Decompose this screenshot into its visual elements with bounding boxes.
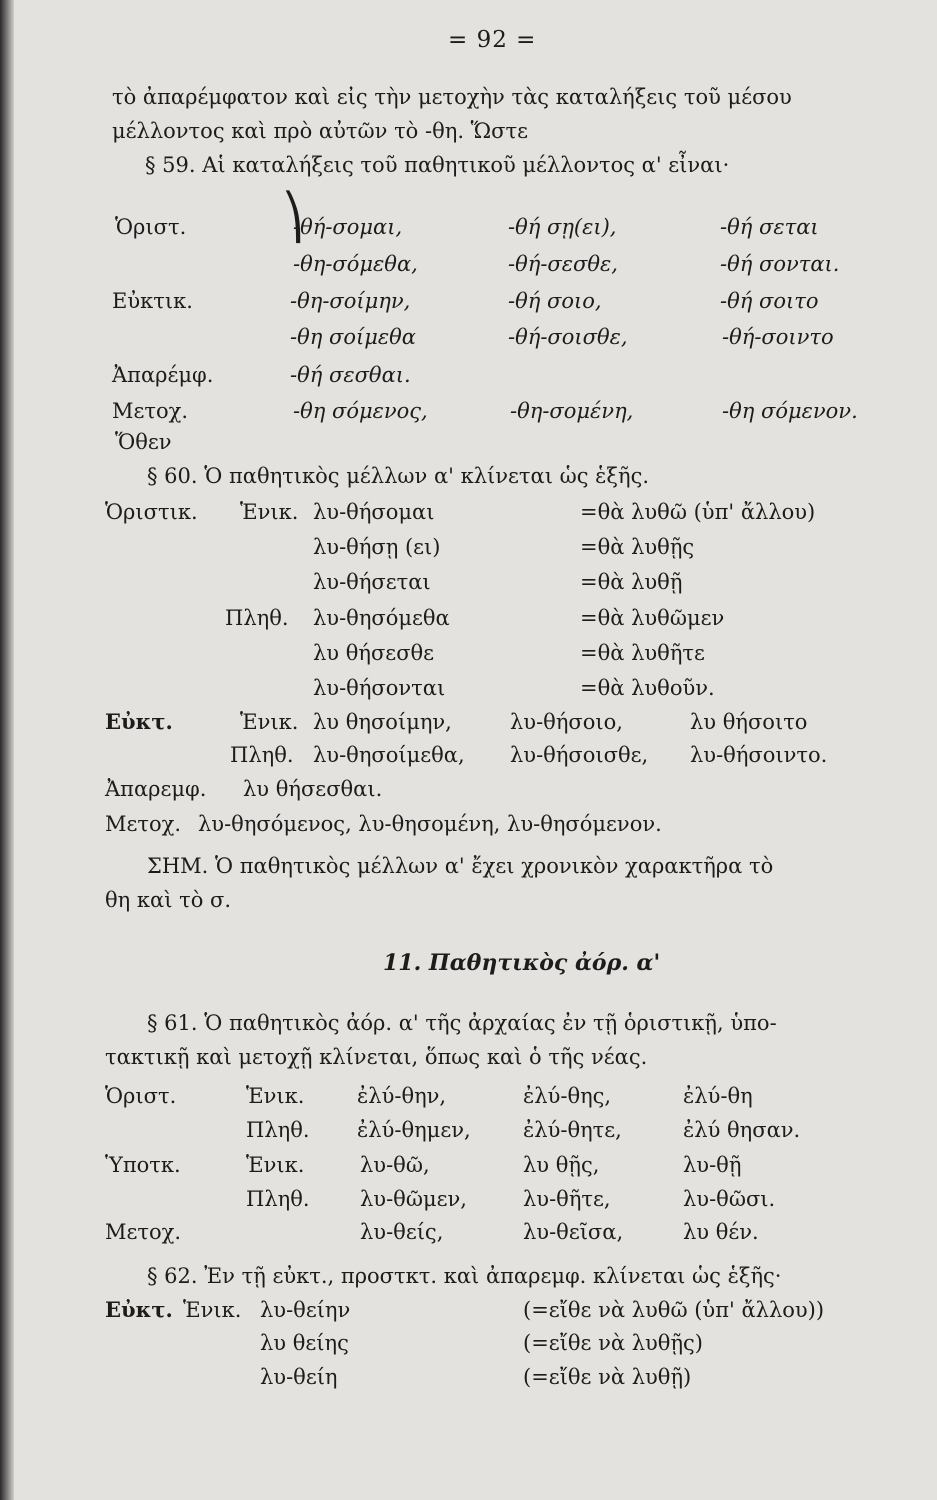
s61-form: ἐλύ-θημεν,	[357, 1118, 471, 1142]
s60-aparemf-form: λυ θήσεσθαι.	[243, 777, 383, 801]
s59-cell: -θη-σόμεθα,	[293, 252, 418, 276]
s59-cell: -θή-σοιντο	[722, 325, 834, 349]
s59-cell: -θη-σομένη,	[510, 399, 634, 423]
s61-line-1: § 61. Ὁ παθητικὸς ἀόρ. α' τῆς ἀρχαίας ἐν τῇ ὁριστικῇ, ὑπο-	[147, 1011, 777, 1035]
s59-cell: -θη σοίμεθα	[290, 325, 416, 349]
s60-metoch-label: Μετοχ.	[105, 812, 182, 836]
s60-label-oristik: Ὁριστικ.	[105, 500, 198, 524]
section-11-title: 11. Παθητικὸς ἀόρ. α'	[383, 950, 661, 976]
s60-eukt-plith-label: Πληθ.	[230, 743, 294, 767]
intro-line-1: τὸ ἀπαρέμφατον καὶ εἰς τὴν μετοχὴν τὰς καταλήξεις τοῦ μέσου	[112, 85, 792, 109]
s60-metoch-forms: λυ-θησόμενος, λυ-θησομένη, λυ-θησόμενον.	[198, 812, 662, 836]
s59-label-row-1: Ὁριστ.	[115, 215, 187, 239]
s59-cell: -θή σῃ(ει),	[508, 215, 617, 239]
s60-eukt-form: λυ-θησοίμεθα,	[313, 743, 465, 767]
s62-equivalent: (=εἴθε νὰ λυθῇς)	[523, 1331, 703, 1355]
s60-aparemf-label: Ἀπαρεμφ.	[105, 777, 207, 801]
s59-cell: -θή σοιτο	[720, 289, 819, 313]
s59-cell: -θη σόμενος,	[293, 399, 428, 423]
s61-line-2: τακτικῇ καὶ μετοχῇ κλίνεται, ὅπως καὶ ὁ τῆς νέας.	[105, 1045, 648, 1069]
s59-cell: -θή-σοισθε,	[508, 325, 628, 349]
s62-eukt-label: Εὐκτ.	[105, 1297, 173, 1322]
s60-label-enik: Ἑνικ.	[240, 500, 299, 524]
s61-row-label: Ὁριστ.	[105, 1084, 177, 1108]
s59-cell: -θή-σομαι,	[293, 215, 403, 239]
s60-form: λυ-θήσονται	[313, 676, 446, 700]
s61-form: λυ-θῶμεν,	[360, 1187, 467, 1211]
s60-form: λυ-θήσῃ (ει)	[313, 535, 441, 559]
s61-form: λυ-θῶ,	[360, 1153, 430, 1177]
s61-form: λυ θέν.	[683, 1220, 759, 1244]
s59-label-row-6: Μετοχ.	[112, 399, 189, 423]
s61-form: ἐλύ-θην,	[357, 1084, 447, 1108]
s59-cell: -θή-σεσθε,	[508, 252, 618, 276]
s62-form: λυ-θείην	[260, 1298, 351, 1322]
s60-form: λυ θήσεσθε	[313, 641, 435, 665]
s62-form: λυ θείης	[260, 1331, 349, 1355]
s60-eukt-form: λυ θήσοιτο	[690, 710, 808, 734]
s60-equivalent: =θὰ λυθῇ	[580, 570, 683, 594]
s60-eukt-enik-label: Ἑνικ.	[240, 710, 299, 734]
s61-row-num: Πληθ.	[246, 1118, 310, 1142]
s61-form: ἐλύ-θητε,	[523, 1118, 622, 1142]
othen-word: Ὅθεν	[115, 430, 172, 454]
s59-cell: -θή σεσθαι.	[290, 363, 411, 387]
s60-equivalent: =θὰ λυθῆτε	[580, 641, 705, 665]
s61-form: λυ-θῶσι.	[683, 1187, 776, 1211]
s59-cell: -θη σόμενον.	[722, 399, 858, 423]
s61-row-num: Ἑνικ.	[246, 1084, 305, 1108]
s61-form: λυ-θῆτε,	[523, 1187, 611, 1211]
s60-equivalent: =θὰ λυθῶμεν	[580, 606, 725, 630]
s60-eukt-label: Εὐκτ.	[105, 709, 173, 734]
s61-row-label: Ὑποτκ.	[105, 1153, 181, 1177]
s60-equivalent: =θὰ λυθῇς	[580, 535, 695, 559]
s59-label-row-5: Ἀπαρέμφ.	[112, 363, 214, 387]
s59-label-row-3: Εὐκτικ.	[112, 289, 193, 313]
s61-row-label: Μετοχ.	[105, 1220, 182, 1244]
s59-cell: -θή σοιο,	[508, 289, 602, 313]
s60-eukt-form: λυ-θήσοιο,	[510, 710, 623, 734]
s60-equivalent: =θὰ λυθῶ (ὑπ' ἄλλου)	[580, 500, 816, 524]
s61-row-num: Πληθ.	[246, 1187, 310, 1211]
s60-form: λυ-θήσομαι	[313, 500, 435, 524]
s62-form: λυ-θείη	[260, 1365, 338, 1389]
s61-form: ἐλύ-θη	[683, 1084, 753, 1108]
s60-note-line-1: ΣΗΜ. Ὁ παθητικὸς μέλλων α' ἔχει χρονικὸν χαρακτῆρα τὸ	[147, 854, 774, 878]
s59-cell: -θή σεται	[720, 215, 819, 239]
brace-mark: ⎞	[282, 192, 304, 243]
s59-cell: -θη-σοίμην,	[290, 289, 411, 313]
s62-line-1: § 62. Ἐν τῇ εὐκτ., προστκτ. καὶ ἀπαρεμφ. κλίνεται ὡς ἑξῆς·	[147, 1264, 782, 1288]
s62-equivalent: (=εἴθε νὰ λυθῇ)	[523, 1365, 692, 1389]
page-number: = 92 =	[448, 27, 537, 53]
s60-form: λυ-θήσεται	[313, 570, 431, 594]
s61-form: λυ θῇς,	[523, 1153, 600, 1177]
s60-eukt-form: λυ-θήσοιντο.	[690, 743, 828, 767]
s60-eukt-form: λυ θησοίμην,	[313, 710, 452, 734]
s61-form: λυ-θείς,	[360, 1220, 444, 1244]
s60-eukt-form: λυ-θήσοισθε,	[510, 743, 649, 767]
s61-form: λυ-θῇ	[683, 1153, 742, 1177]
s62-equivalent: (=εἴθε νὰ λυθῶ (ὑπ' ἄλλου))	[523, 1298, 825, 1322]
s62-enik-label: Ἑνικ.	[183, 1298, 242, 1322]
s61-row-num: Ἑνικ.	[246, 1153, 305, 1177]
s61-form: λυ-θεῖσα,	[523, 1220, 624, 1244]
s60-label-plith: Πληθ.	[225, 606, 289, 630]
s61-form: ἐλύ θησαν.	[683, 1118, 801, 1142]
s60-note-line-2: θη καὶ τὸ σ.	[105, 888, 232, 912]
s60-form: λυ-θησόμεθα	[313, 606, 450, 630]
s61-form: ἐλύ-θης,	[523, 1084, 612, 1108]
intro-line-2: μέλλοντος καὶ πρὸ αὐτῶν τὸ -θη. Ὥστε	[112, 119, 528, 143]
s59-cell: -θή σονται.	[720, 252, 840, 276]
section-59-heading: § 59. Αἱ καταλήξεις τοῦ παθητικοῦ μέλλοντος α' εἶναι·	[145, 153, 730, 177]
s60-equivalent: =θὰ λυθοῦν.	[580, 676, 715, 700]
section-60-heading: § 60. Ὁ παθητικὸς μέλλων α' κλίνεται ὡς ἑξῆς.	[147, 464, 650, 488]
